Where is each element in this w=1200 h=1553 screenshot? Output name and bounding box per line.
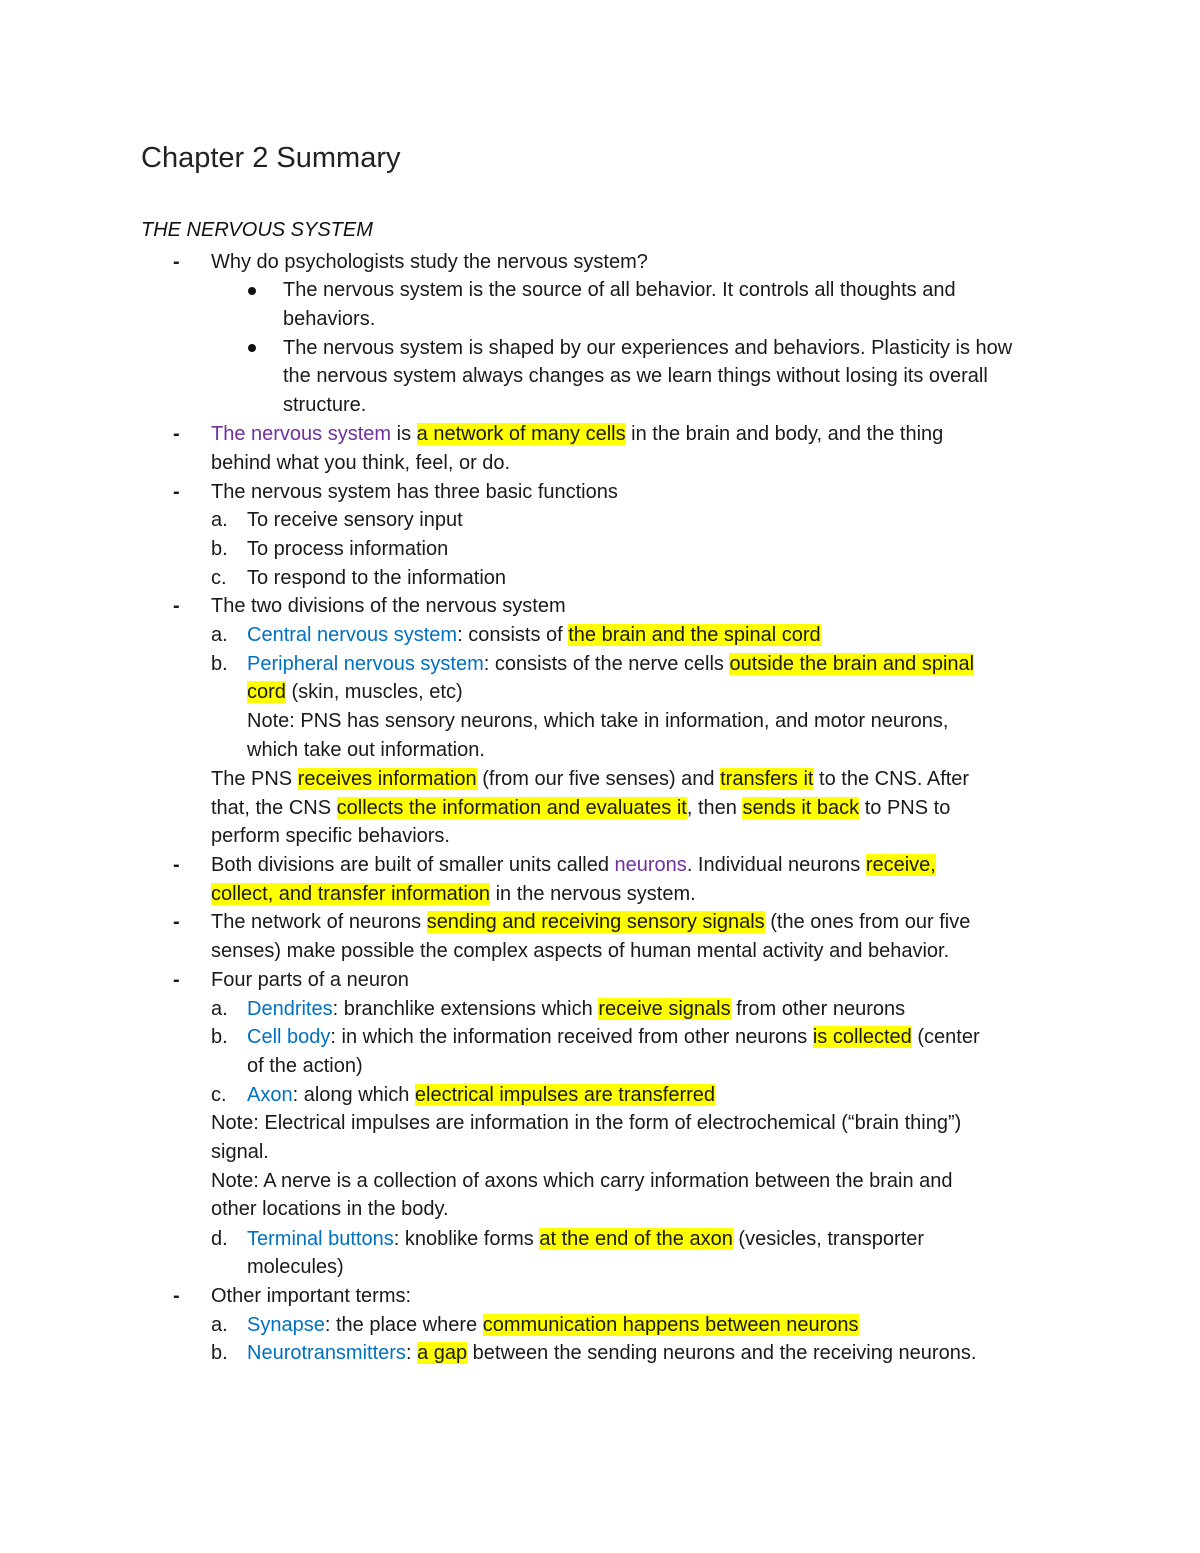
term: Neurotransmitters [247,1342,406,1364]
list-item: The nervous system is shaped by our experiences and behaviors. Plasticity is how [283,337,1013,359]
note: which take out information. [247,739,485,761]
term: Peripheral nervous system [247,653,484,675]
list-item: Both divisions are built of smaller units called neurons. Individual neurons receive, [211,854,936,876]
term: neurons [614,854,687,876]
list-marker: c. [211,567,227,589]
term: Synapse [247,1314,325,1336]
bullet-icon [248,287,256,295]
list-marker: c. [211,1084,227,1106]
list-item: senses) make possible the complex aspects of human mental activity and behavior. [211,940,950,962]
highlight: cord [247,681,286,703]
note: signal. [211,1141,269,1163]
term: Axon [247,1084,293,1106]
highlight: communication happens between neurons [482,1314,859,1336]
list-item: Terminal buttons: knoblike forms at the end of the axon (vesicles, transporter [247,1228,925,1250]
note: Note: A nerve is a collection of axons which carry information between the brain and [211,1170,953,1192]
term: Central nervous system [247,624,458,646]
list-item: collect, and transfer information in the nervous system. [211,883,696,905]
list-item: To receive sensory input [247,509,463,531]
list-marker: - [173,911,180,933]
paragraph-line: that, the CNS collects the information and evaluates it, then sends it back to PNS to [211,797,951,819]
list-item: To respond to the information [247,567,507,589]
list-marker: - [173,854,180,876]
list-marker: b. [211,653,228,675]
list-item: To process information [247,538,449,560]
highlight: sends it back [742,797,860,819]
term: Cell body [247,1026,331,1048]
highlight: receives information [297,768,477,790]
note: other locations in the body. [211,1198,449,1220]
list-marker: a. [211,1314,228,1336]
list-item: Central nervous system: consists of the brain and the spinal cord [247,624,821,646]
list-item: Axon: along which electrical impulses are transferred [247,1084,716,1106]
list-item: Why do psychologists study the nervous system? [211,251,648,273]
list-item: cord (skin, muscles, etc) [247,681,463,703]
highlight: receive signals [598,998,731,1020]
list-item: Other important terms: [211,1285,412,1307]
list-item: The nervous system has three basic functions [211,481,618,503]
list-item: structure. [283,394,367,416]
highlight: at the end of the axon [539,1228,733,1250]
highlight: collect, and transfer information [211,883,491,905]
highlight: a network of many cells [416,423,626,445]
term: The nervous system [211,423,392,445]
highlight: sending and receiving sensory signals [426,911,765,933]
term: Dendrites [247,998,333,1020]
list-item: Peripheral nervous system: consists of the nerve cells outside the brain and spinal [247,653,975,675]
list-marker: - [173,481,180,503]
bullet-icon [248,344,256,352]
note: Note: PNS has sensory neurons, which take in information, and motor neurons, [247,710,949,732]
list-item: The nervous system is a network of many cells in the brain and body, and the thing [211,423,944,445]
highlight: the brain and the spinal cord [568,624,821,646]
list-item: of the action) [247,1055,363,1077]
highlight: outside the brain and spinal [729,653,975,675]
list-marker: b. [211,538,228,560]
list-item: behaviors. [283,308,376,330]
list-item: The network of neurons sending and receiving sensory signals (the ones from our five [211,911,971,933]
list-marker: a. [211,998,228,1020]
highlight: a gap [417,1342,468,1364]
list-marker: d. [211,1228,228,1250]
list-marker: b. [211,1026,228,1048]
paragraph-line: The PNS receives information (from our five senses) and transfers it to the CNS. After [211,768,970,790]
list-marker: a. [211,509,228,531]
highlight: receive, [865,854,936,876]
list-item: molecules) [247,1256,344,1278]
list-item: behind what you think, feel, or do. [211,452,511,474]
list-marker: - [173,595,180,617]
list-item: the nervous system always changes as we learn things without losing its overall [283,365,988,387]
list-marker: - [173,969,180,991]
highlight: transfers it [720,768,814,790]
list-item: Dendrites: branchlike extensions which receive signals from other neurons [247,998,906,1020]
list-marker: a. [211,624,228,646]
section-heading: THE NERVOUS SYSTEM [141,219,373,241]
list-marker: - [173,1285,180,1307]
list-marker: - [173,251,180,273]
list-item: The two divisions of the nervous system [211,595,566,617]
highlight: electrical impulses are transferred [414,1084,716,1106]
page-title: Chapter 2 Summary [141,142,401,174]
list-item: Neurotransmitters: a gap between the sending neurons and the receiving neurons. [247,1342,977,1364]
list-item: Four parts of a neuron [211,969,409,991]
paragraph-line: perform specific behaviors. [211,825,450,847]
list-item: Synapse: the place where communication happens between neurons [247,1314,859,1336]
list-marker: - [173,423,180,445]
list-item: The nervous system is the source of all behavior. It controls all thoughts and [283,279,956,301]
highlight: is collected [812,1026,912,1048]
note: Note: Electrical impulses are information in the form of electrochemical (“brain thing”) [211,1112,962,1134]
highlight: collects the information and evaluates it [336,797,687,819]
list-item: Cell body: in which the information received from other neurons is collected (center [247,1026,980,1048]
list-marker: b. [211,1342,228,1364]
term: Terminal buttons [247,1228,394,1250]
